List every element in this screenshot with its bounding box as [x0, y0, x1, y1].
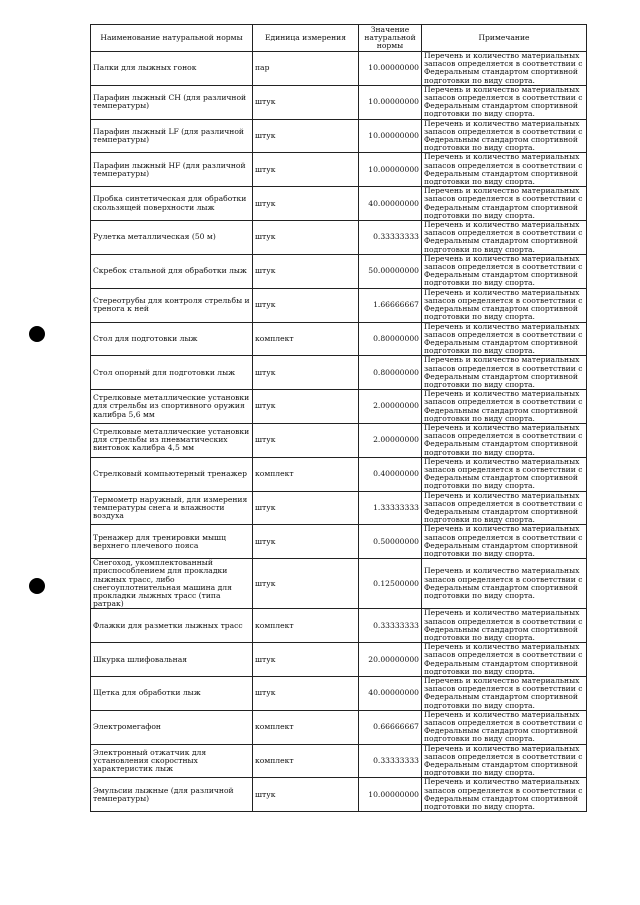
- row-name: Стол опорный для подготовки лыж: [91, 356, 253, 390]
- row-name: Стрелковый компьютерный тренажер: [91, 457, 253, 491]
- row-unit: пар: [253, 52, 359, 86]
- table-row: [91, 153, 587, 187]
- table-row: [91, 85, 587, 119]
- row-note: Перечень и количество материальных запасов определяется в соответствии с Федеральным стандартом спортивной подготовки по виду спорта.: [422, 322, 587, 356]
- row-note: Перечень и количество материальных запасов определяется в соответствии с Федеральным стандартом спортивной подготовки по виду спорта.: [422, 390, 587, 424]
- row-name: Скребок стальной для обработки лыж: [91, 254, 253, 288]
- table-row: [91, 491, 587, 525]
- row-unit: штук: [253, 254, 359, 288]
- table-row: [91, 254, 587, 288]
- row-name: Рулетка металлическая (50 м): [91, 221, 253, 255]
- row-note: Перечень и количество материальных запасов определяется в соответствии с Федеральным стандартом спортивной подготовки по виду спорта.: [422, 153, 587, 187]
- table-row: [91, 423, 587, 457]
- row-note: Перечень и количество материальных запасов определяется в соответствии с Федеральным стандартом спортивной подготовки по виду спорта.: [422, 52, 587, 86]
- row-note: Перечень и количество материальных запасов определяется в соответствии с Федеральным стандартом спортивной подготовки по виду спорта.: [422, 525, 587, 559]
- row-unit: штук: [253, 677, 359, 711]
- row-unit: штук: [253, 85, 359, 119]
- row-value: 0.50000000: [359, 525, 422, 559]
- row-name: Эмульсии лыжные (для различной температуры): [91, 778, 253, 812]
- row-unit: комплект: [253, 322, 359, 356]
- header-value: Значение натуральной нормы: [359, 25, 422, 52]
- row-note: Перечень и количество материальных запасов определяется в соответствии с Федеральным стандартом спортивной подготовки по виду спорта.: [422, 187, 587, 221]
- row-name: Стрелковые металлические установки для стрельбы из пневматических винтовок калибра 4,5 мм: [91, 423, 253, 457]
- row-name: Пробка синтетическая для обработки скользящей поверхности лыж: [91, 187, 253, 221]
- row-unit: штук: [253, 423, 359, 457]
- row-note: Перечень и количество материальных запасов определяется в соответствии с Федеральным стандартом спортивной подготовки по виду спорта.: [422, 677, 587, 711]
- table-row: [91, 356, 587, 390]
- row-note: Перечень и количество материальных запасов определяется в соответствии с Федеральным стандартом спортивной подготовки по виду спорта.: [422, 423, 587, 457]
- row-value: 0.33333333: [359, 744, 422, 778]
- row-note: Перечень и количество материальных запасов определяется в соответствии с Федеральным стандартом спортивной подготовки по виду спорта.: [422, 609, 587, 643]
- row-note: Перечень и количество материальных запасов определяется в соответствии с Федеральным стандартом спортивной подготовки по виду спорта.: [422, 778, 587, 812]
- norms-table: [90, 24, 587, 812]
- row-note: Перечень и количество материальных запасов определяется в соответствии с Федеральным стандартом спортивной подготовки по виду спорта.: [422, 643, 587, 677]
- row-name: Парафин лыжный СН (для различной температуры): [91, 85, 253, 119]
- row-unit: штук: [253, 491, 359, 525]
- table-row: [91, 778, 587, 812]
- row-unit: штук: [253, 390, 359, 424]
- row-value: 0.33333333: [359, 221, 422, 255]
- row-value: 10.00000000: [359, 778, 422, 812]
- row-unit: штук: [253, 187, 359, 221]
- row-name: Шкурка шлифовальная: [91, 643, 253, 677]
- row-value: 0.40000000: [359, 457, 422, 491]
- row-value: 20.00000000: [359, 643, 422, 677]
- row-unit: штук: [253, 525, 359, 559]
- row-value: 1.33333333: [359, 491, 422, 525]
- row-unit: штук: [253, 356, 359, 390]
- table-header-row: [91, 25, 587, 52]
- row-value: 2.00000000: [359, 423, 422, 457]
- row-note: Перечень и количество материальных запасов определяется в соответствии с Федеральным стандартом спортивной подготовки по виду спорта.: [422, 221, 587, 255]
- table-row: [91, 457, 587, 491]
- row-value: 10.00000000: [359, 153, 422, 187]
- row-name: Стрелковые металлические установки для стрельбы из спортивного оружия калибра 5,6 мм: [91, 390, 253, 424]
- row-value: 2.00000000: [359, 390, 422, 424]
- row-note: Перечень и количество материальных запасов определяется в соответствии с Федеральным стандартом спортивной подготовки по виду спорта.: [422, 491, 587, 525]
- row-name: Стереотрубы для контроля стрельбы и тренога к ней: [91, 288, 253, 322]
- punch-hole-bottom: [29, 578, 45, 594]
- table-body: [91, 52, 587, 812]
- row-note: Перечень и количество материальных запасов определяется в соответствии с Федеральным стандартом спортивной подготовки по виду спорта.: [422, 710, 587, 744]
- row-value: 0.33333333: [359, 609, 422, 643]
- row-name: Флажки для разметки лыжных трасс: [91, 609, 253, 643]
- row-unit: штук: [253, 288, 359, 322]
- row-unit: штук: [253, 119, 359, 153]
- header-name: Наименование натуральной нормы: [91, 25, 253, 52]
- row-note: Перечень и количество материальных запасов определяется в соответствии с Федеральным стандартом спортивной подготовки по виду спорта.: [422, 744, 587, 778]
- table-row: [91, 221, 587, 255]
- row-unit: штук: [253, 221, 359, 255]
- row-unit: штук: [253, 778, 359, 812]
- table-row: [91, 187, 587, 221]
- row-name: Стол для подготовки лыж: [91, 322, 253, 356]
- row-name: Термометр наружный, для измерения температуры снега и влажности воздуха: [91, 491, 253, 525]
- row-name: Снегоход, укомплектованный приспособлением для прокладки лыжных трасс, либо снегоуплотнительная машина для прокладки лыжных трасс (типа ратрак): [91, 559, 253, 609]
- header-note: Примечание: [422, 25, 587, 52]
- row-note: Перечень и количество материальных запасов определяется в соответствии с Федеральным стандартом спортивной подготовки по виду спорта.: [422, 119, 587, 153]
- row-name: Палки для лыжных гонок: [91, 52, 253, 86]
- table-row: [91, 643, 587, 677]
- row-value: 10.00000000: [359, 52, 422, 86]
- row-unit: комплект: [253, 609, 359, 643]
- row-value: 1.66666667: [359, 288, 422, 322]
- row-name: Тренажер для тренировки мышц верхнего плечевого пояса: [91, 525, 253, 559]
- row-value: 0.80000000: [359, 322, 422, 356]
- row-value: 0.12500000: [359, 559, 422, 609]
- row-unit: штук: [253, 559, 359, 609]
- table-row: [91, 119, 587, 153]
- header-unit: Единица измерения: [253, 25, 359, 52]
- row-note: Перечень и количество материальных запасов определяется в соответствии с Федеральным стандартом спортивной подготовки по виду спорта.: [422, 356, 587, 390]
- row-value: 40.00000000: [359, 187, 422, 221]
- row-note: Перечень и количество материальных запасов определяется в соответствии с Федеральным стандартом спортивной подготовки по виду спорта.: [422, 457, 587, 491]
- row-value: 0.80000000: [359, 356, 422, 390]
- table-row: [91, 322, 587, 356]
- table-row: [91, 744, 587, 778]
- table-row: [91, 288, 587, 322]
- row-name: Парафин лыжный LF (для различной температуры): [91, 119, 253, 153]
- row-value: 40.00000000: [359, 677, 422, 711]
- table-row: [91, 710, 587, 744]
- row-note: Перечень и количество материальных запасов определяется в соответствии с Федеральным стандартом спортивной подготовки по виду спорта.: [422, 288, 587, 322]
- row-name: Электронный отжатчик для установления скоростных характеристик лыж: [91, 744, 253, 778]
- row-value: 50.00000000: [359, 254, 422, 288]
- row-note: Перечень и количество материальных запасов определяется в соответствии с Федеральным стандартом спортивной подготовки по виду спорта.: [422, 254, 587, 288]
- row-note: Перечень и количество материальных запасов определяется в соответствии с Федеральным стандартом спортивной подготовки по виду спорта.: [422, 559, 587, 609]
- row-unit: штук: [253, 643, 359, 677]
- row-name: Электромегафон: [91, 710, 253, 744]
- row-value: 10.00000000: [359, 119, 422, 153]
- table-row: [91, 52, 587, 86]
- table-row: [91, 390, 587, 424]
- table-row: [91, 559, 587, 609]
- row-name: Парафин лыжный HF (для различной температуры): [91, 153, 253, 187]
- table-row: [91, 609, 587, 643]
- table-row: [91, 525, 587, 559]
- table-row: [91, 677, 587, 711]
- row-value: 0.66666667: [359, 710, 422, 744]
- row-unit: штук: [253, 153, 359, 187]
- row-name: Щетка для обработки лыж: [91, 677, 253, 711]
- punch-hole-top: [29, 326, 45, 342]
- row-unit: комплект: [253, 457, 359, 491]
- row-unit: комплект: [253, 710, 359, 744]
- row-value: 10.00000000: [359, 85, 422, 119]
- row-unit: комплект: [253, 744, 359, 778]
- row-note: Перечень и количество материальных запасов определяется в соответствии с Федеральным стандартом спортивной подготовки по виду спорта.: [422, 85, 587, 119]
